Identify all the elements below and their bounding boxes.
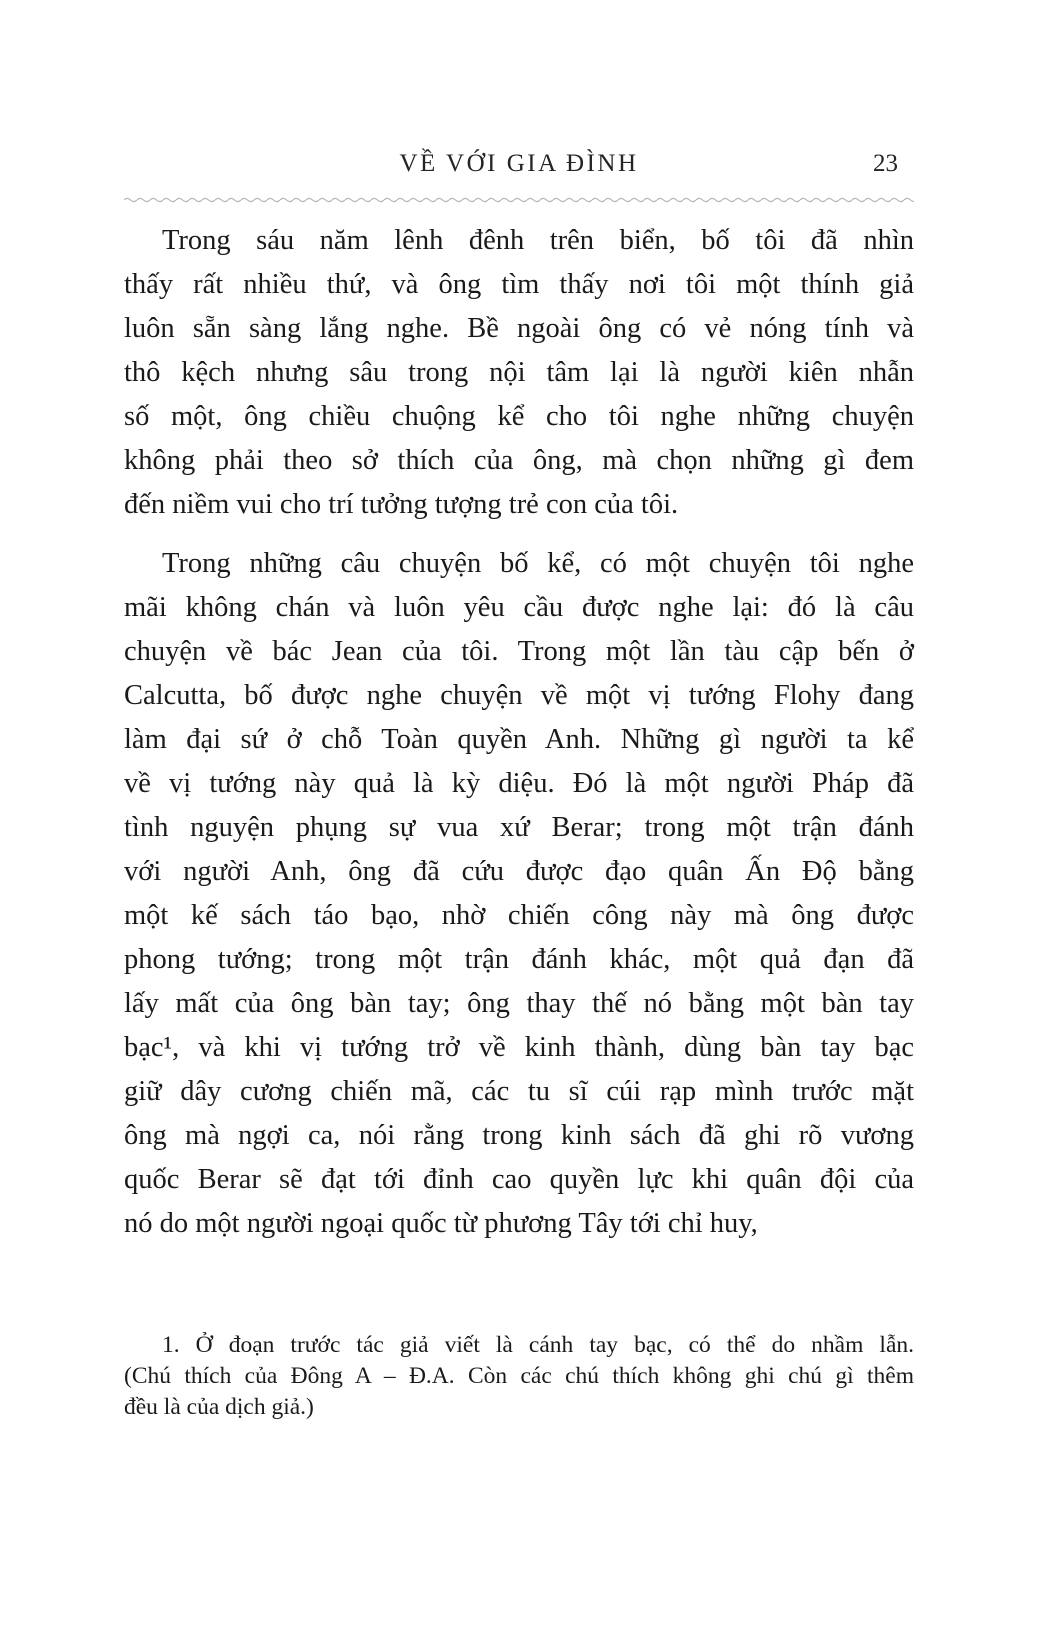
text-line: ông mà ngợi ca, nói rằng trong kinh sách đã ghi rõ vương xyxy=(124,1120,914,1151)
text-line: làm đại sứ ở chỗ Toàn quyền Anh. Những gì người ta kể xyxy=(124,724,914,755)
footnote-line: (Chú thích của Đông A – Đ.A. Còn các chú thích không ghi chú gì thêm xyxy=(124,1363,914,1389)
paragraph-2 xyxy=(124,542,914,1246)
text-line: phong tướng; trong một trận đánh khác, một quả đạn đã xyxy=(124,944,914,975)
footnote xyxy=(124,1330,914,1423)
text-line: lấy mất của ông bàn tay; ông thay thế nó bằng một bàn tay xyxy=(124,988,914,1019)
text-line: một kế sách táo bạo, nhờ chiến công này mà ông được xyxy=(124,900,914,931)
running-header xyxy=(124,150,914,184)
text-line: quốc Berar sẽ đạt tới đỉnh cao quyền lực khi quân đội của xyxy=(124,1164,914,1195)
text-line: về vị tướng này quả là kỳ diệu. Đó là một người Pháp đã xyxy=(124,768,914,799)
text-line: Calcutta, bố được nghe chuyện về một vị tướng Flohy đang xyxy=(124,680,914,711)
text-line: thấy rất nhiều thứ, và ông tìm thấy nơi tôi một thính giả xyxy=(124,269,914,300)
wavy-divider-line xyxy=(124,195,914,205)
text-line: nó do một người ngoại quốc từ phương Tây tới chỉ huy, xyxy=(124,1208,758,1239)
text-line: Trong sáu năm lênh đênh trên biển, bố tôi đã nhìn xyxy=(162,225,914,256)
paragraph-1 xyxy=(124,219,914,527)
text-line: không phải theo sở thích của ông, mà chọn những gì đem xyxy=(124,445,914,476)
body-text xyxy=(124,219,914,1246)
text-line: Trong những câu chuyện bố kể, có một chuyện tôi nghe xyxy=(162,548,914,579)
text-line: chuyện về bác Jean của tôi. Trong một lần tàu cập bến ở xyxy=(124,636,914,667)
footnote-line: đều là của dịch giả.) xyxy=(124,1394,314,1420)
text-line: giữ dây cương chiến mã, các tu sĩ cúi rạp mình trước mặt xyxy=(124,1076,914,1107)
footnote-line: 1. Ở đoạn trước tác giả viết là cánh tay bạc, có thể do nhầm lẫn. xyxy=(162,1332,914,1358)
text-line: luôn sẵn sàng lắng nghe. Bề ngoài ông có vẻ nóng tính và xyxy=(124,313,914,344)
text-line: với người Anh, ông đã cứu được đạo quân Ấn Độ bằng xyxy=(124,856,914,887)
page-number: 23 xyxy=(873,150,898,177)
text-line: số một, ông chiều chuộng kể cho tôi nghe những chuyện xyxy=(124,401,914,432)
chapter-title: VỀ VỚI GIA ĐÌNH xyxy=(399,150,639,177)
text-line: tình nguyện phụng sự vua xứ Berar; trong một trận đánh xyxy=(124,812,914,843)
text-line: mãi không chán và luôn yêu cầu được nghe lại: đó là câu xyxy=(124,592,914,623)
text-line-with-footnote-marker: bạc¹, và khi vị tướng trở về kinh thành, dùng bàn tay bạc xyxy=(124,1032,914,1063)
text-line: thô kệch nhưng sâu trong nội tâm lại là người kiên nhẫn xyxy=(124,357,914,388)
text-line: đến niềm vui cho trí tưởng tượng trẻ con của tôi. xyxy=(124,489,679,520)
